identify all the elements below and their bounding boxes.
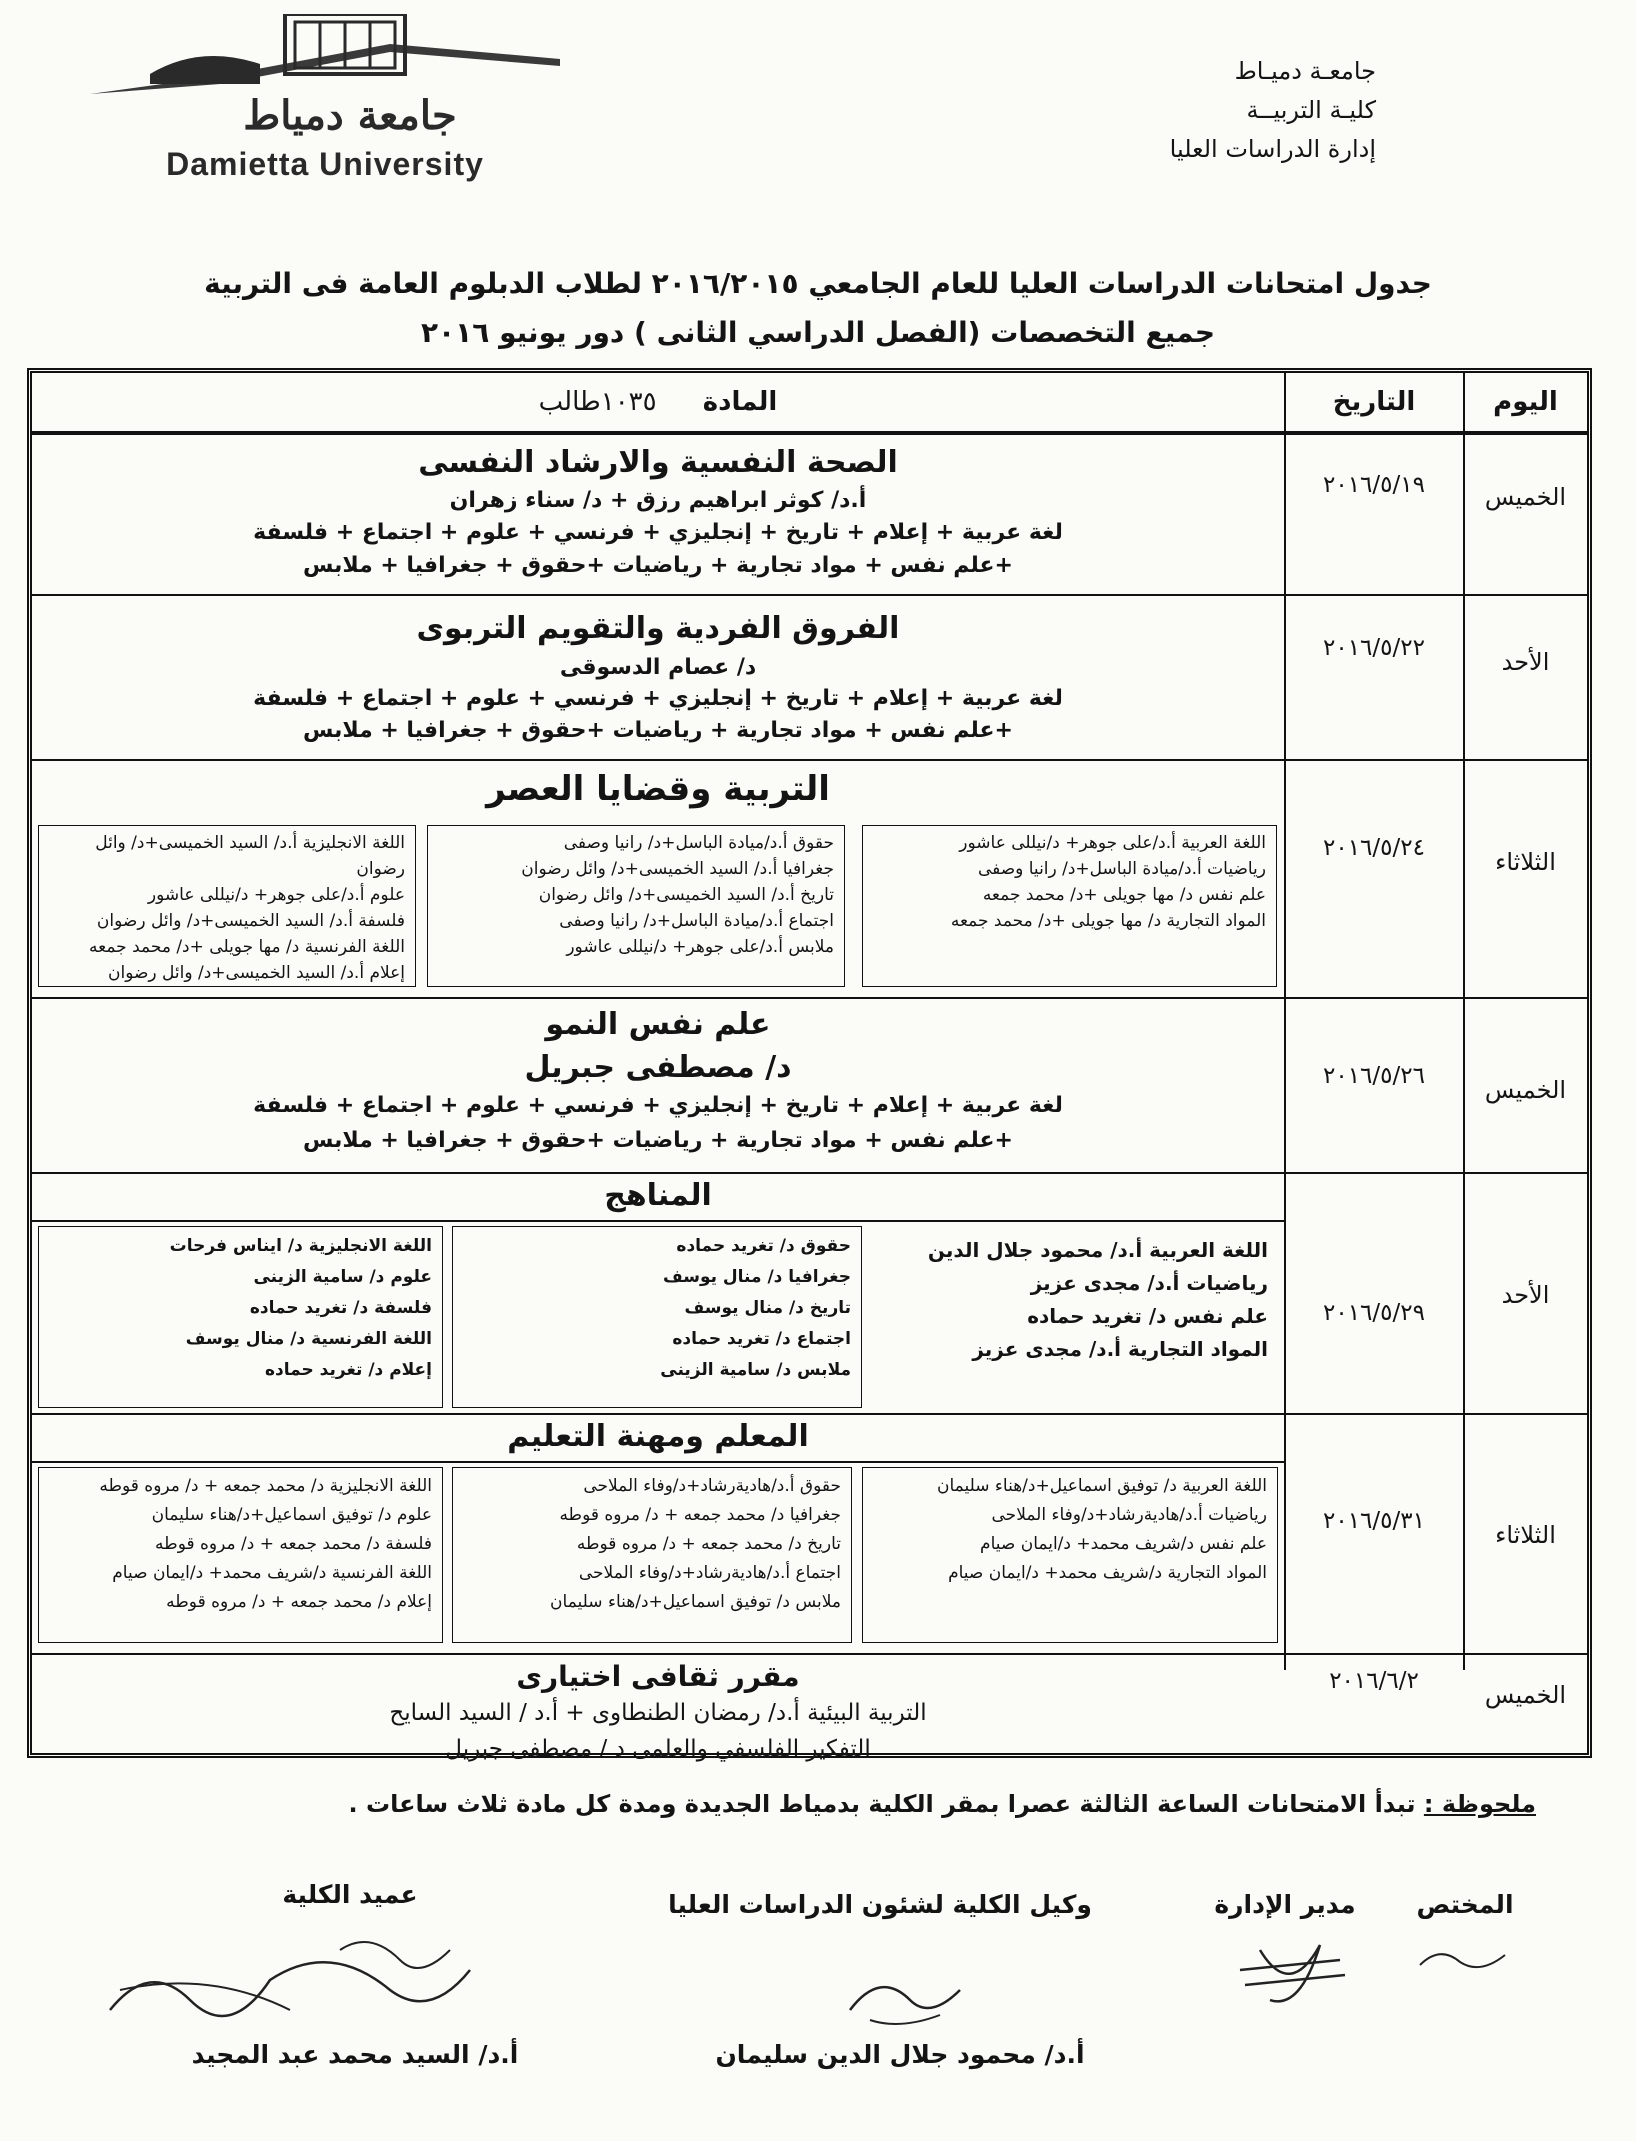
group-line: تاريخ أ.د/ السيد الخميسى+د/ وائل رضوان: [538, 885, 834, 905]
instructors: د/ عصام الدسوقى: [559, 655, 757, 680]
group-line: إعلام أ.د/ السيد الخميسى+د/ وائل رضوان: [108, 963, 405, 983]
group-line: علوم أ.د/على جوهر+ د/نيللى عاشور: [147, 885, 405, 905]
vice-dean-name: أ.د/ محمود جلال الدين سليمان: [715, 2040, 1085, 2069]
university-logo: [90, 14, 560, 182]
vice-dean-signature-icon: [830, 1960, 990, 2040]
document-title: جدول امتحانات الدراسات العليا للعام الجامعي ٢٠١٦/٢٠١٥ لطلاب الدبلوم العامة فى التربية: [204, 267, 1432, 300]
group-line: حقوق د/ تغريد حماده: [676, 1236, 851, 1256]
subject-title: علم نفس النمو: [545, 1007, 771, 1042]
group-line: علم نفس د/ تغريد حماده: [1027, 1304, 1268, 1328]
group-line: جغرافيا د/ منال يوسف: [663, 1267, 851, 1287]
group-box-right: [862, 1467, 1278, 1643]
group-box-left: [38, 1226, 443, 1408]
specializations-line-2: +علم نفس + مواد تجارية + رياضيات +حقوق + جغرافيا + ملابس: [303, 1128, 1013, 1153]
row-date: ٢٠١٦/٥/٢٩: [1323, 1300, 1425, 1326]
group-line: ملابس د/ سامية الزينى: [660, 1360, 851, 1380]
group-box-middle: [427, 825, 845, 987]
department-name: إدارة الدراسات العليا: [1169, 135, 1376, 163]
row-date: ٢٠١٦/٥/٢٢: [1323, 635, 1425, 661]
group-line: اللغة العربية أ.د/ محمود جلال الدين: [927, 1238, 1268, 1262]
group-line: علوم د/ توفيق اسماعيل+د/هناء سليمان: [151, 1505, 432, 1525]
dean-name: أ.د/ السيد محمد عبد المجيد: [191, 2040, 519, 2069]
header-subject: [32, 387, 1284, 417]
group-line: اجتماع د/ تغريد حماده: [672, 1329, 851, 1349]
row-date: ٢٠١٦/٥/٢٤: [1323, 835, 1425, 861]
specializations-line-2: +علم نفس + مواد تجارية + رياضيات +حقوق + جغرافيا + ملابس: [303, 553, 1013, 578]
group-line: اللغة الانجليزية د/ ايناس فرحات: [169, 1236, 432, 1256]
subject-title: التربية وقضايا العصر: [486, 769, 830, 809]
admin-manager-title: مدير الإدارة: [1214, 1890, 1356, 1919]
dean-signature-icon: [90, 1920, 490, 2040]
elective-line-2: التفكير الفلسفي والعلمى د / مصطفى جبريل: [445, 1736, 871, 1762]
group-line: اللغة الفرنسية د/ منال يوسف: [185, 1329, 432, 1349]
group-box-left: [38, 825, 416, 987]
group-line: رياضيات أ.د/ميادة الباسل+د/ رانيا وصفى: [977, 859, 1266, 879]
faculty-name: كليـة التربيــة: [1246, 96, 1376, 124]
group-line: حقوق أ.د/هاديةرشاد+د/وفاء الملاحى: [583, 1476, 841, 1496]
row-day: الثلاثاء: [1495, 1521, 1556, 1549]
logo-arabic-text: جامعة دمياط: [243, 92, 457, 139]
specializations-line-1: لغة عربية + إعلام + تاريخ + إنجليزي + فرنسي + علوم + اجتماع + فلسفة: [253, 686, 1063, 711]
row-date: ٢٠١٦/٥/١٩: [1323, 472, 1425, 498]
group-line: تاريخ د/ محمد جمعه + د/ مروه قوطه: [576, 1534, 841, 1554]
group-line: إعلام د/ تغريد حماده: [264, 1360, 432, 1380]
header-student-count: ١٠٣٥طالب: [538, 387, 657, 417]
group-box-right: [862, 825, 1277, 987]
university-name: جامعـة دميـاط: [1234, 57, 1376, 85]
subject-title: الفروق الفردية والتقويم التربوى: [416, 611, 900, 646]
dean-title: عميد الكلية: [282, 1880, 418, 1909]
exam-schedule-table: [27, 368, 1592, 1758]
instructors: د/ مصطفى جبريل: [524, 1050, 792, 1085]
header-date: التاريخ: [1332, 387, 1416, 417]
row-day: الخميس: [1484, 483, 1567, 511]
group-line: اجتماع أ.د/هاديةرشاد+د/وفاء الملاحى: [578, 1563, 841, 1583]
note-text: تبدأ الامتحانات الساعة الثالثة عصرا بمقر الكلية بدمياط الجديدة ومدة كل مادة ثلاث ساعات .: [348, 1790, 1416, 1818]
elective-line-1: التربية البيئية أ.د/ رمضان الطنطاوى + أ.د / السيد السايح: [389, 1700, 927, 1726]
subject-title: المعلم ومهنة التعليم: [507, 1419, 809, 1454]
building-logo-icon: [90, 14, 560, 104]
group-line: اللغة العربية أ.د/على جوهر+ د/نيللى عاشور: [959, 833, 1266, 853]
group-line: ملابس أ.د/على جوهر+ د/نيللى عاشور: [566, 937, 834, 957]
specialist-signature-icon: [1410, 1940, 1520, 1980]
note-label: ملحوظة :: [1423, 1790, 1536, 1818]
specializations-line-2: +علم نفس + مواد تجارية + رياضيات +حقوق + جغرافيا + ملابس: [303, 718, 1013, 743]
group-box-left: [38, 1467, 443, 1643]
group-line: علم نفس د/ مها جويلى +د/ محمد جمعه: [982, 885, 1266, 905]
group-box-middle: [452, 1226, 862, 1408]
specialist-title: المختص: [1416, 1890, 1514, 1919]
admin-manager-signature-icon: [1230, 1930, 1360, 2020]
instructors: أ.د/ كوثر ابراهيم رزق + د/ سناء زهران: [449, 488, 867, 513]
group-line: المواد التجارية د/شريف محمد+ د/ايمان صيام: [948, 1563, 1267, 1583]
group-line: اللغة الفرنسية د/شريف محمد+ د/ايمان صيام: [112, 1563, 432, 1583]
group-line: المواد التجارية د/ مها جويلى +د/ محمد جمعه: [950, 911, 1266, 931]
row-day: الخميس: [1484, 1681, 1567, 1709]
group-line: تاريخ د/ منال يوسف: [684, 1298, 851, 1318]
row-day: الأحد: [1501, 1281, 1550, 1309]
group-line: اللغة العربية د/ توفيق اسماعيل+د/هناء سليمان: [937, 1476, 1267, 1496]
header-day: اليوم: [1493, 387, 1558, 417]
logo-english-text: Damietta University: [166, 146, 484, 182]
group-line: جغرافيا د/ محمد جمعه + د/ مروه قوطه: [559, 1505, 841, 1525]
subject-title: المناهج: [604, 1178, 712, 1213]
row-date: ٢٠١٦/٥/٢٦: [1323, 1063, 1425, 1089]
group-line: رياضيات أ.د/ مجدى عزيز: [1030, 1271, 1268, 1295]
group-line: اللغة الفرنسية د/ مها جويلى +د/ محمد جمعه: [89, 937, 405, 957]
subject-title: الصحة النفسية والارشاد النفسى: [418, 445, 898, 480]
group-line: إعلام د/ محمد جمعه + د/ مروه قوطه: [166, 1592, 432, 1612]
issuing-office: [1170, 52, 1376, 169]
group-line: اللغة الانجليزية د/ محمد جمعه + د/ مروه قوطه: [99, 1476, 432, 1496]
group-line: فلسفة أ.د/ السيد الخميسى+د/ وائل رضوان: [96, 911, 405, 931]
group-line: علوم د/ سامية الزينى: [253, 1267, 432, 1287]
group-line: اللغة الانجليزية أ.د/ السيد الخميسى+د/ وائل رضوان: [95, 833, 405, 879]
row-day: الخميس: [1484, 1076, 1567, 1104]
header-subject-label: المادة: [702, 387, 778, 417]
group-box-right: [868, 1226, 1278, 1406]
row-date: ٢٠١٦/٥/٣١: [1323, 1508, 1425, 1534]
row-day: الثلاثاء: [1495, 848, 1556, 876]
group-line: رياضيات أ.د/هاديةرشاد+د/وفاء الملاحى: [991, 1505, 1267, 1525]
vice-dean-title: وكيل الكلية لشئون الدراسات العليا: [668, 1890, 1092, 1919]
document-subtitle: جميع التخصصات (الفصل الدراسي الثانى ) دور يونيو ٢٠١٦: [420, 316, 1216, 349]
row-date: ٢٠١٦/٦/٢: [1329, 1668, 1419, 1694]
group-line: جغرافيا أ.د/ السيد الخميسى+د/ وائل رضوان: [521, 859, 834, 879]
group-line: فلسفة د/ تغريد حماده: [249, 1298, 432, 1318]
group-line: علم نفس د/شريف محمد+ د/ايمان صيام: [980, 1534, 1267, 1554]
group-line: فلسفة د/ محمد جمعه + د/ مروه قوطه: [155, 1534, 432, 1554]
group-line: المواد التجارية أ.د/ مجدى عزيز: [972, 1337, 1268, 1361]
specializations-line-1: لغة عربية + إعلام + تاريخ + إنجليزي + فرنسي + علوم + اجتماع + فلسفة: [253, 1093, 1063, 1118]
specializations-line-1: لغة عربية + إعلام + تاريخ + إنجليزي + فرنسي + علوم + اجتماع + فلسفة: [253, 520, 1063, 545]
footnote: [349, 1790, 1537, 1818]
subject-title: مقرر ثقافى اختيارى: [516, 1660, 800, 1693]
group-line: ملابس د/ توفيق اسماعيل+د/هناء سليمان: [550, 1592, 841, 1612]
group-box-middle: [452, 1467, 852, 1643]
group-line: حقوق أ.د/ميادة الباسل+د/ رانيا وصفى: [563, 833, 834, 853]
group-line: اجتماع أ.د/ميادة الباسل+د/ رانيا وصفى: [559, 911, 834, 931]
row-day: الأحد: [1501, 648, 1550, 676]
